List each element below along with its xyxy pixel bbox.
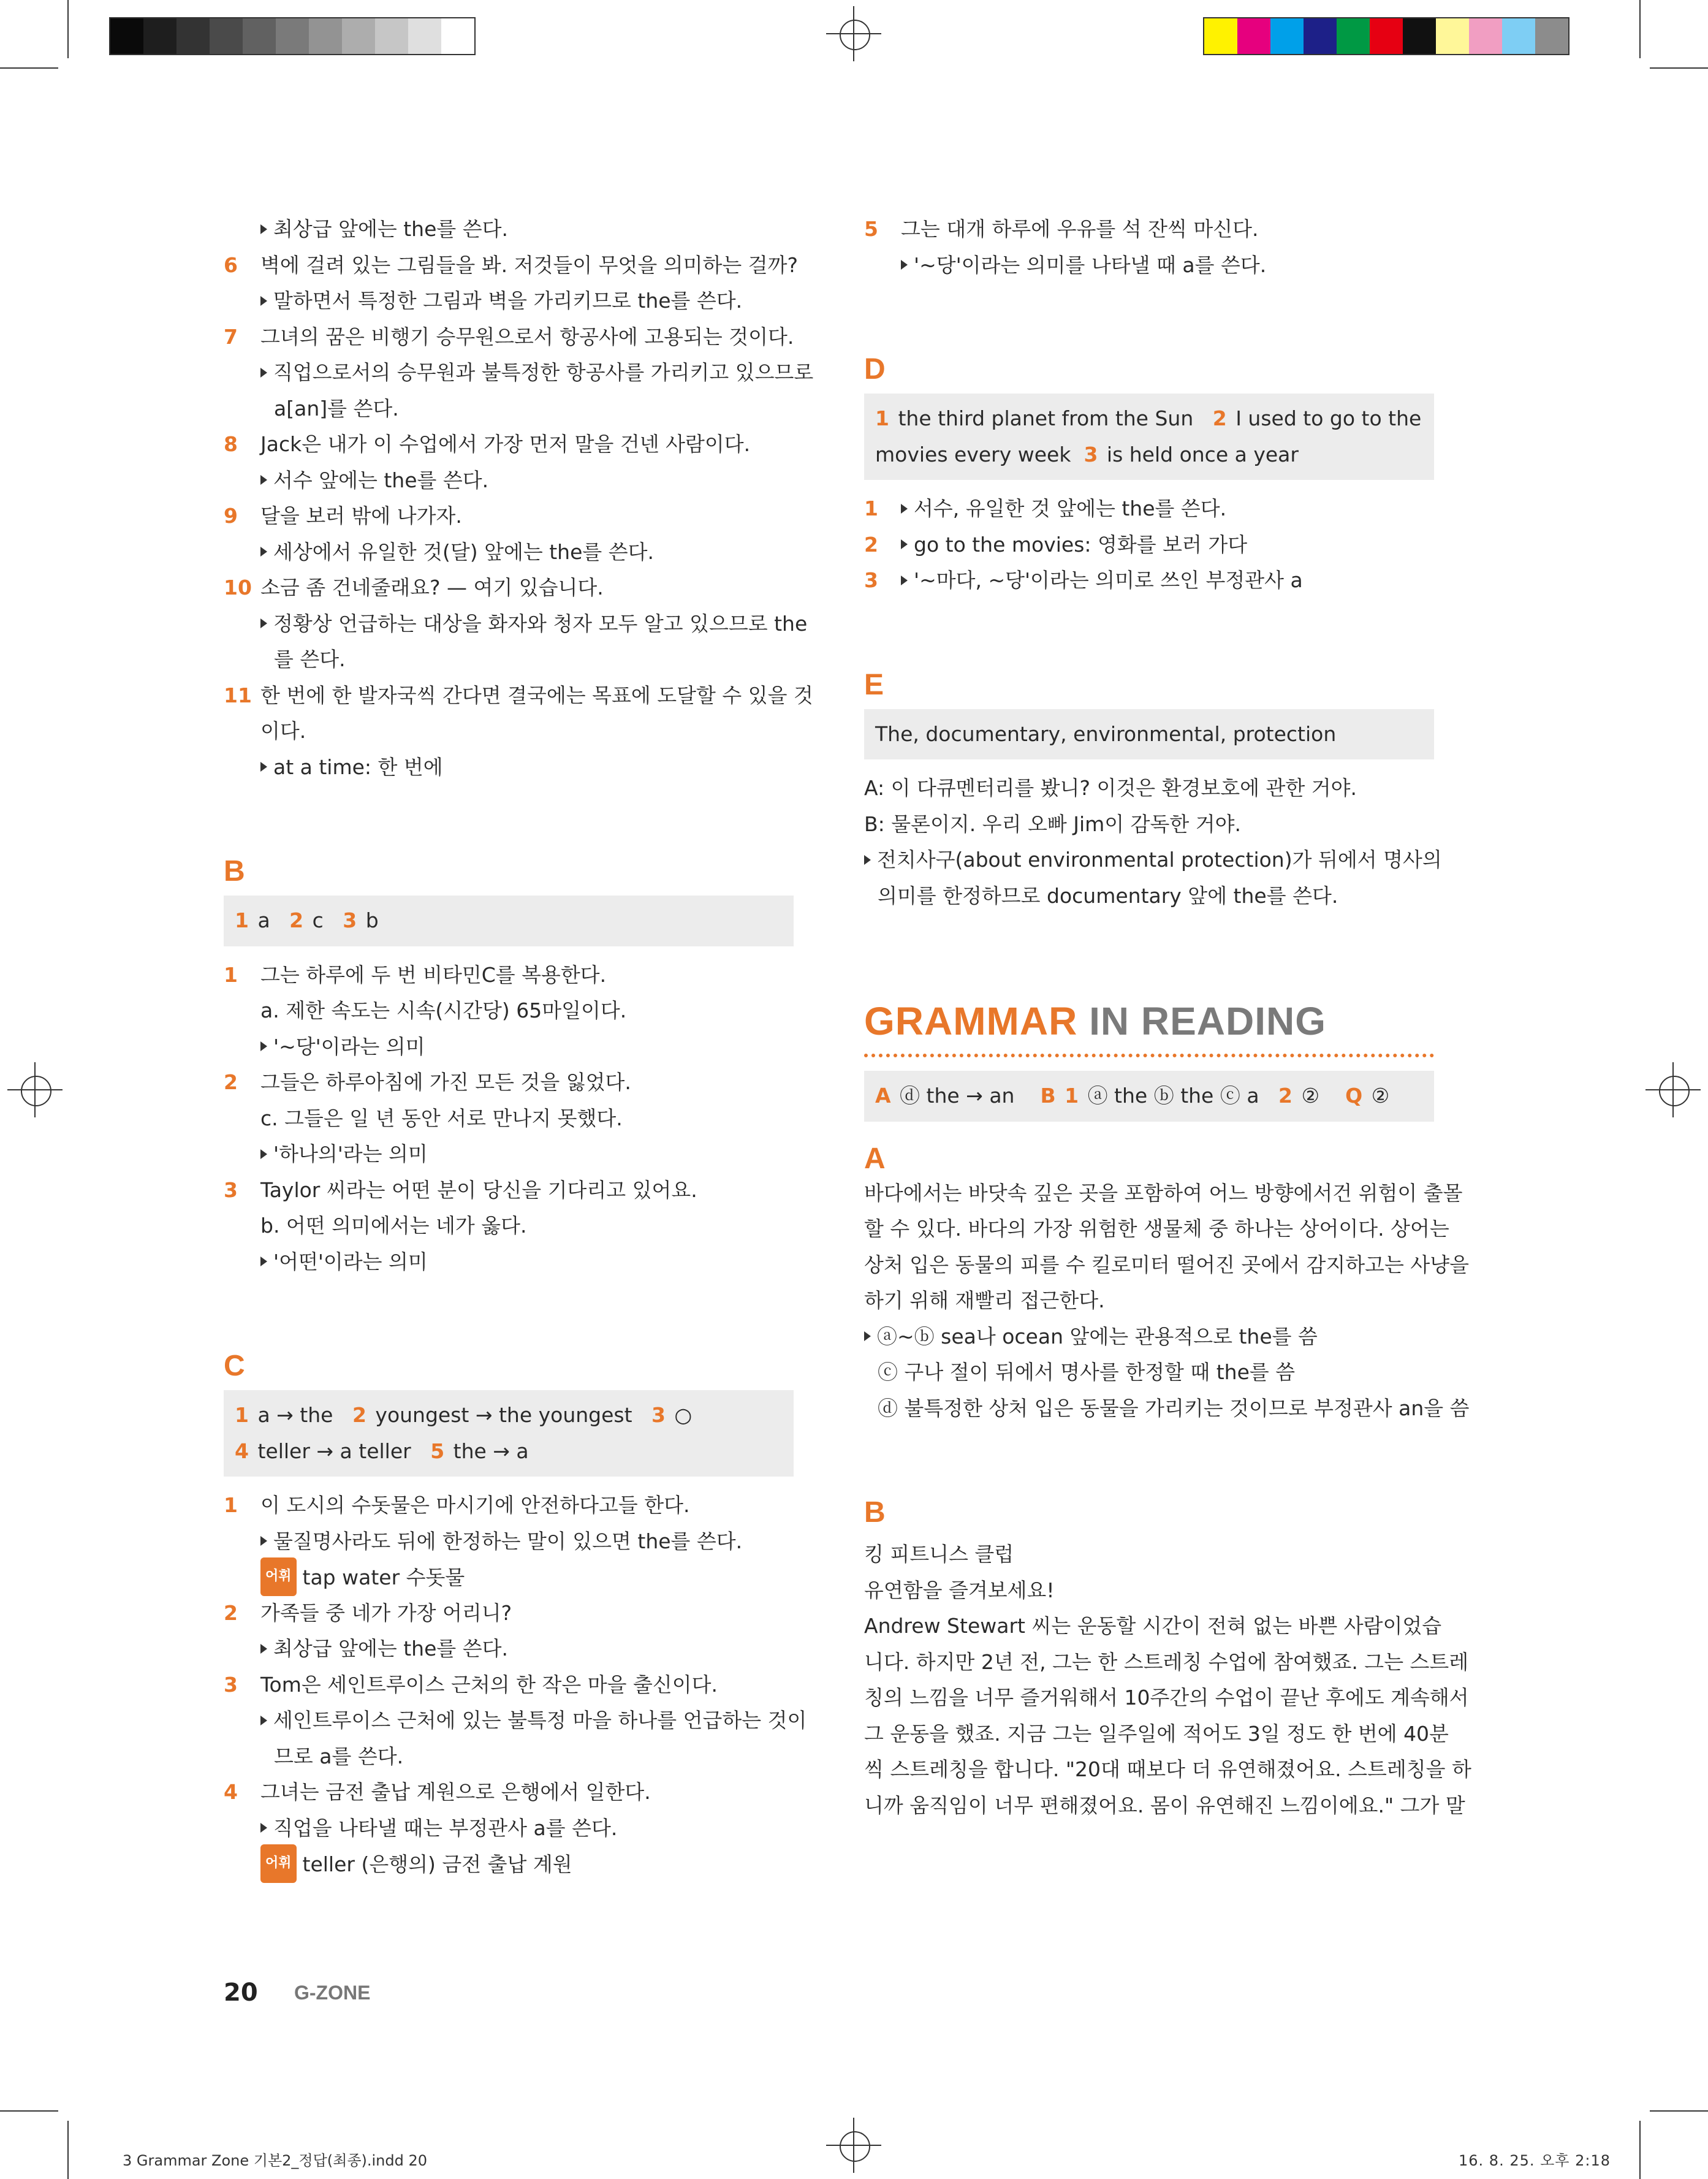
list-item (224, 678, 813, 714)
item-text: c. 그들은 일 년 동안 서로 만나지 못했다. (260, 1106, 623, 1130)
answer-item: 1 a → the (235, 1403, 333, 1427)
vocab-note: 어휘 tap water 수돗물 (260, 1559, 465, 1598)
list-item (224, 957, 794, 994)
item-text: 그녀의 꿈은 비행기 승무원으로서 항공사에 고용되는 것이다. (260, 324, 794, 349)
answer-item: 4 teller → a teller (235, 1439, 411, 1463)
answer-row (235, 1398, 783, 1434)
dotted-divider (864, 1054, 1434, 1057)
paragraph-line (864, 1645, 1469, 1681)
gray-swatch (342, 18, 375, 54)
line-text: 칭의 느낌을 너무 즐거워해서 10주간의 수업이 끝난 후에도 계속해서 (864, 1686, 1469, 1709)
item-text: 벽에 걸려 있는 그림들을 봐. 저것들이 무엇을 의미하는 걸까? (260, 253, 798, 277)
item-text: B: 물론이지. 우리 오빠 Jim이 감독한 거야. (864, 812, 1242, 836)
list-item (224, 1208, 794, 1244)
item-text: 이 도시의 수돗물은 마시기에 안전하다고들 한다. (260, 1493, 690, 1517)
paragraph-line (864, 1211, 1449, 1247)
item-number: 2 (224, 1070, 238, 1094)
answer-number: 3 (343, 908, 357, 932)
item-number: 2 (864, 532, 878, 557)
item-text: 그들은 하루아침에 가진 모든 것을 잃었다. (260, 1070, 631, 1094)
triangle-bullet-icon (260, 618, 267, 628)
note-continuation: ⓒ 구나 절이 뒤에서 명사를 한정할 때 the를 씀 (878, 1360, 1296, 1384)
note-continuation: a[an]를 쓴다. (274, 396, 399, 420)
list-item (224, 570, 794, 606)
paragraph-line (864, 1752, 1471, 1788)
gray-registration-strip (109, 17, 476, 55)
crosshair-left-icon (7, 1062, 63, 1117)
triangle-bullet-icon (260, 1149, 267, 1159)
gray-swatch (110, 18, 143, 54)
triangle-bullet-icon (260, 1041, 267, 1051)
list-item (224, 1244, 794, 1280)
list-item (864, 807, 1434, 843)
line-text: 바다에서는 바닷속 깊은 곳을 포함하여 어느 방향에서건 위험이 출몰 (864, 1181, 1463, 1205)
list-item (864, 563, 1434, 599)
crosshair-bottom-icon (826, 2118, 881, 2173)
triangle-bullet-icon (260, 224, 267, 234)
answer-item: 3 ○ (651, 1403, 693, 1427)
paragraph-line (864, 1176, 1463, 1212)
gray-swatch (176, 18, 210, 54)
item-number: 2 (224, 1600, 238, 1625)
answer-number: 1 (875, 406, 889, 430)
grammar-in-reading-answer-box: A ⓓ the → an B 1 ⓐ the ⓑ the ⓒ a 2 ② Q ② (864, 1071, 1434, 1122)
paragraph-line (864, 1573, 1434, 1609)
line-text: 킹 피트니스 클럽 (864, 1542, 1014, 1566)
section-c-heading: C (224, 1350, 245, 1382)
list-item (864, 1319, 1434, 1355)
answer-number: 5 (430, 1439, 445, 1463)
gray-swatch (210, 18, 243, 54)
item-number: 6 (224, 253, 238, 277)
line-text: 유연함을 즐겨보세요! (864, 1578, 1055, 1602)
answer-item: 2 youngest → the youngest (352, 1403, 632, 1427)
list-item (224, 713, 794, 750)
crop-mark (0, 67, 58, 69)
section-e-heading: E (864, 668, 884, 701)
note-text: 세인트루이스 근처에 있는 불특정 마을 하나를 언급하는 것이 (260, 1703, 807, 1739)
item-text: b. 어떤 의미에서는 네가 옳다. (260, 1214, 527, 1238)
triangle-bullet-icon (864, 855, 871, 865)
gray-swatch (143, 18, 176, 54)
color-swatch (1337, 18, 1370, 54)
list-item (224, 319, 794, 356)
note-text: 최상급 앞에는 the를 쓴다. (260, 211, 508, 248)
item-number: 5 (864, 217, 878, 241)
list-item (224, 1631, 794, 1667)
reading-b-heading: B (864, 1496, 886, 1529)
line-text: 니다. 하지만 2년 전, 그는 한 스트레칭 수업에 참여했죠. 그는 스트레 (864, 1649, 1469, 1674)
triangle-bullet-icon (260, 368, 267, 378)
color-swatch (1502, 18, 1535, 54)
item-text: 그는 대개 하루에 우유를 석 잔씩 마신다. (901, 217, 1259, 241)
line-text: 상처 입은 동물의 피를 수 킬로미터 떨어진 곳에서 감지하고는 사냥을 (864, 1252, 1469, 1277)
print-slug-date: 16. 8. 25. 오후 2:18 (1459, 2152, 1611, 2169)
triangle-bullet-icon (260, 1716, 267, 1725)
note-text: 직업으로서의 승무원과 불특정한 항공사를 가리키고 있으므로 (260, 355, 813, 391)
note-text: '하나의'라는 의미 (260, 1136, 428, 1173)
item-number: 1 (864, 496, 878, 520)
list-item (864, 1391, 1470, 1427)
answer-item: 2 c (289, 908, 324, 932)
reading-a-heading: A (864, 1142, 886, 1175)
answer-row (875, 437, 1423, 473)
item-number: 1 (224, 1493, 238, 1517)
list-item (864, 527, 1434, 563)
section-c-continued (864, 211, 1434, 283)
paragraph-line (864, 1537, 1434, 1573)
list-item (864, 1355, 1434, 1391)
note-text: '~마다, ~당'이라는 의미로 쓰인 부정관사 a (901, 563, 1303, 599)
note-continuation: ⓓ 불특정한 상처 입은 동물을 가리키는 것이므로 부정관사 an을 씀 (878, 1396, 1470, 1420)
section-d-answer-box (864, 394, 1434, 480)
item-text: Taylor 씨라는 어떤 분이 당신을 기다리고 있어요. (260, 1177, 697, 1202)
line-text: 할 수 있다. 바다의 가장 위험한 생물체 중 하나는 상어이다. 상어는 (864, 1217, 1449, 1241)
answer-number: 2 (1212, 406, 1227, 430)
list-item (224, 1811, 794, 1847)
paragraph-line (864, 1788, 1465, 1824)
print-slug-file: 3 Grammar Zone 기본2_정답(최종).indd 20 (123, 2152, 428, 2169)
answer-row (875, 401, 1423, 437)
note-text: '~당'이라는 의미 (260, 1029, 425, 1065)
list-item (224, 1595, 794, 1632)
answer-item: 1 a (235, 908, 270, 932)
gray-swatch (309, 18, 342, 54)
color-swatch (1237, 18, 1270, 54)
note-text: 세상에서 유일한 것(달) 앞에는 the를 쓴다. (260, 534, 654, 571)
list-item (224, 993, 794, 1029)
gray-swatch (243, 18, 276, 54)
item-text: 가족들 중 네가 가장 어리니? (260, 1600, 512, 1625)
list-item (224, 248, 798, 284)
list-item (224, 1774, 794, 1811)
list-item (224, 1488, 794, 1524)
paragraph-line (864, 1716, 1449, 1752)
list-item (224, 534, 794, 571)
note-text: 최상급 앞에는 the를 쓴다. (260, 1631, 508, 1667)
gray-swatch (276, 18, 309, 54)
list-item (864, 211, 1434, 248)
item-text: A: 이 다큐멘터리를 봤니? 이것은 환경보호에 관한 거야. (864, 776, 1357, 800)
answer-number: 4 (235, 1439, 249, 1463)
triangle-bullet-icon (260, 296, 267, 306)
answer-number: 3 (1084, 442, 1098, 466)
item-number: 10 (224, 576, 252, 599)
list-item (224, 211, 794, 248)
list-item (864, 878, 1434, 915)
page-number: 20 (224, 1979, 258, 2007)
gray-swatch (375, 18, 408, 54)
reading-a-translation (864, 1176, 1469, 1319)
list-item (224, 750, 794, 786)
list-item (224, 391, 794, 427)
gray-swatch (408, 18, 441, 54)
gray-swatch (441, 18, 474, 54)
section-e-explanations (864, 770, 1442, 914)
vocab-tag: 어휘 (260, 1557, 297, 1596)
triangle-bullet-icon (901, 576, 908, 585)
crop-mark (1639, 2121, 1641, 2179)
answer-item: 1 the third planet from the Sun (875, 406, 1194, 430)
item-number: 11 (224, 683, 252, 707)
list-item (864, 842, 1442, 878)
section-e-answer-box: The, documentary, environmental, protection (864, 709, 1434, 760)
answer-number: 3 (651, 1403, 666, 1427)
note-text: 말하면서 특정한 그림과 벽을 가리키므로 the를 쓴다. (260, 283, 742, 319)
list-item (864, 491, 1434, 527)
note-text: 물질명사라도 뒤에 한정하는 말이 있으면 the를 쓴다. (260, 1524, 742, 1560)
section-b-explanations (224, 957, 794, 1280)
note-continuation: 므로 a를 쓴다. (274, 1744, 404, 1768)
answer-number: 1 (235, 1403, 249, 1427)
note-text: 서수 앞에는 the를 쓴다. (260, 463, 488, 499)
paragraph-line (864, 1247, 1469, 1283)
color-registration-strip (1203, 17, 1569, 55)
note-text: go to the movies: 영화를 보러 가다 (901, 527, 1247, 563)
list-item (224, 1065, 794, 1101)
color-swatch (1370, 18, 1403, 54)
triangle-bullet-icon (260, 1257, 267, 1266)
section-d-heading: D (864, 353, 886, 386)
item-number: 1 (224, 962, 238, 987)
list-item (864, 770, 1434, 807)
right-column (864, 211, 1471, 1823)
list-item (224, 606, 808, 642)
triangle-bullet-icon (901, 504, 908, 514)
book-brand: G-ZONE (294, 1982, 371, 2004)
note-text: at a time: 한 번에 (260, 750, 443, 786)
answer-item: 3 is held once a year (1084, 442, 1299, 466)
paragraph-line (864, 1608, 1442, 1645)
answer-text: movies every week (875, 442, 1071, 466)
section-d-explanations (864, 491, 1434, 599)
triangle-bullet-icon (260, 475, 267, 485)
triangle-bullet-icon (901, 539, 908, 549)
answer-number: 2 (352, 1403, 366, 1427)
color-swatch (1270, 18, 1304, 54)
item-text: 이다. (260, 719, 306, 743)
answer-row (235, 1434, 783, 1470)
list-item (224, 1846, 794, 1882)
paragraph-line (864, 1283, 1434, 1319)
item-number: 3 (224, 1177, 238, 1202)
item-text: 그녀는 금전 출납 계원으로 은행에서 일한다. (260, 1780, 651, 1804)
item-text: a. 제한 속도는 시속(시간당) 65마일이다. (260, 998, 627, 1022)
answer-number: 2 (289, 908, 304, 932)
vocab-tag: 어휘 (260, 1844, 297, 1883)
crop-mark (0, 2110, 58, 2112)
reading-b-translation (864, 1537, 1471, 1823)
color-swatch (1469, 18, 1502, 54)
triangle-bullet-icon (260, 1644, 267, 1654)
section-a-continued (224, 211, 814, 785)
line-text: Andrew Stewart 씨는 운동할 시간이 전혀 없는 바쁜 사람이었습 (864, 1614, 1442, 1638)
line-text: 씩 스트레칭을 합니다. "20대 때보다 더 유연해졌어요. 스트레칭을 하 (864, 1757, 1471, 1781)
paragraph-line (864, 1680, 1469, 1716)
grammar-in-reading-title: GRAMMAR IN READING (864, 999, 1326, 1043)
list-item (224, 1136, 794, 1173)
list-item (224, 463, 794, 499)
note-text: 정황상 언급하는 대상을 화자와 청자 모두 알고 있으므로 the (260, 606, 807, 642)
triangle-bullet-icon (864, 1331, 871, 1341)
section-b-answer-box (224, 896, 794, 946)
list-item (224, 1739, 794, 1775)
item-number: 3 (864, 568, 878, 592)
note-text: 직업을 나타낼 때는 부정관사 a를 쓴다. (260, 1811, 617, 1847)
crosshair-top-icon (826, 6, 881, 61)
answer-item: 2 I used to go to the (1212, 406, 1422, 430)
answer-item: 3 b (343, 908, 379, 932)
color-swatch (1535, 18, 1568, 54)
list-item (224, 427, 794, 463)
note-continuation: 의미를 한정하므로 documentary 앞에 the를 쓴다. (878, 883, 1338, 908)
list-item (224, 283, 794, 319)
section-b-heading: B (224, 855, 245, 888)
item-number: 4 (224, 1780, 238, 1804)
item-text: 달을 보러 밖에 나가자. (260, 504, 462, 528)
line-text: 그 운동을 했죠. 지금 그는 일주일에 적어도 3일 정도 한 번에 40분 (864, 1721, 1449, 1746)
triangle-bullet-icon (901, 260, 908, 270)
item-number: 9 (224, 504, 238, 528)
left-column (224, 211, 814, 1882)
crosshair-right-icon (1645, 1062, 1701, 1117)
list-item (224, 1559, 794, 1595)
reading-a-notes (864, 1319, 1470, 1427)
crop-mark (67, 0, 69, 58)
line-text: 니까 움직임이 너무 편해졌어요. 몸이 유연해진 느낌이에요." 그가 말 (864, 1793, 1465, 1817)
color-swatch (1304, 18, 1337, 54)
item-text: 한 번에 한 발자국씩 간다면 결국에는 목표에 도달할 수 있을 것 (260, 683, 813, 707)
triangle-bullet-icon (260, 547, 267, 557)
color-swatch (1436, 18, 1469, 54)
color-swatch (1204, 18, 1237, 54)
item-text: Tom은 세인트루이스 근처의 한 작은 마을 출신이다. (260, 1672, 718, 1697)
list-item (224, 1667, 794, 1703)
crop-mark (1639, 0, 1641, 58)
list-item (224, 498, 794, 534)
item-text: Jack은 내가 이 수업에서 가장 먼저 말을 건넨 사람이다. (260, 432, 751, 456)
crop-mark (67, 2121, 69, 2179)
item-text: 그는 하루에 두 번 비타민C를 복용한다. (260, 962, 607, 987)
note-text: 서수, 유일한 것 앞에는 the를 쓴다. (901, 491, 1226, 527)
list-item (224, 1101, 794, 1137)
note-text: ⓐ~ⓑ sea나 ocean 앞에는 관용적으로 the를 씀 (864, 1325, 1318, 1348)
line-text: 하기 위해 재빨리 접근한다. (864, 1288, 1105, 1312)
triangle-bullet-icon (260, 1823, 267, 1833)
color-swatch (1403, 18, 1436, 54)
note-text: 전치사구(about environmental protection)가 뒤에서 명사의 (864, 848, 1442, 872)
list-item (224, 642, 794, 678)
list-item (224, 1524, 794, 1560)
section-c-answer-box (224, 1390, 794, 1477)
note-continuation: 를 쓴다. (274, 647, 346, 671)
triangle-bullet-icon (260, 762, 267, 772)
answer-number: 1 (235, 908, 249, 932)
item-text: 소금 좀 건네줄래요? — 여기 있습니다. (260, 576, 604, 599)
list-item (224, 1173, 794, 1209)
crop-mark (1650, 67, 1708, 69)
list-item (224, 355, 814, 391)
answer-item: 5 the → a (430, 1439, 529, 1463)
crop-mark (1650, 2110, 1708, 2112)
note-text: '~당'이라는 의미를 나타낼 때 a를 쓴다. (901, 248, 1266, 284)
list-item (864, 248, 1434, 284)
item-number: 8 (224, 432, 238, 456)
section-c-explanations (224, 1488, 807, 1882)
triangle-bullet-icon (260, 1536, 267, 1546)
note-text: '어떤'이라는 의미 (260, 1244, 428, 1280)
list-item (224, 1703, 807, 1739)
item-number: 7 (224, 324, 238, 349)
vocab-note: 어휘 teller (은행의) 금전 출납 계원 (260, 1846, 572, 1885)
list-item (224, 1029, 794, 1065)
item-number: 3 (224, 1672, 238, 1697)
